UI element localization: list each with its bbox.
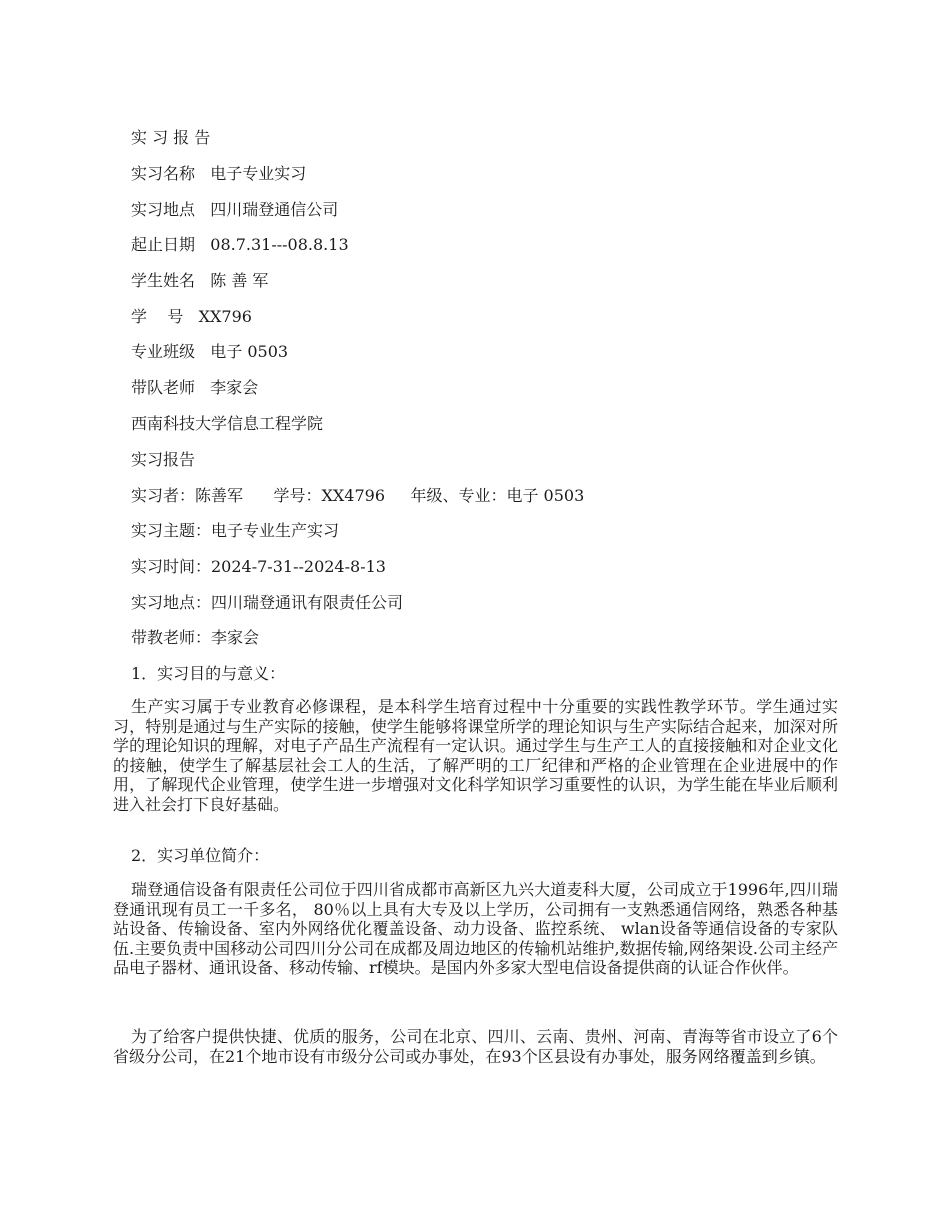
cover-dates: 起止日期 08.7.31---08.8.13 [131,235,349,254]
cover-student-name: 学生姓名 陈 善 军 [131,271,269,290]
section-2-paragraph-2: 为了给客户提供快捷、优质的服务，公司在北京、四川、云南、贵州、河南、青海等省市设立了6个省级分公司，在21个地市设有市级分公司或办事处，在93个区县设有办事处，服务网络覆盖到乡镇。 [113,1027,838,1066]
cover-title: 实 习 报 告 [131,128,211,147]
section-2-heading: 2．实习单位简介： [131,846,270,865]
report-instructor: 带教老师：李家会 [131,628,260,647]
section-2-paragraph-1: 瑞登通信设备有限责任公司位于四川省成都市高新区九兴大道麦科大厦，公司成立于1996年,四川瑞登通讯现有员工一千多名， 80％以上具有大专及以上学历，公司拥有一支熟悉通信网络，熟悉各种基站设备、传输设备、室内外网络优化覆盖设备、动力设备、监控系统、 wlan设备等通信设备的专家队伍.主要负责中国移动公司四川分公司在成都及周边地区的传输机站维护,数据传输,网络架设.公司主经产品电子器材、通讯设备、移动传输、rf模块。是国内外多家大型电信设备提供商的认证合作伙伴。 [113,880,838,978]
cover-class: 专业班级 电子 0503 [131,342,289,361]
cover-internship-name: 实习名称 电子专业实习 [131,164,307,183]
section-1-paragraph: 生产实习属于专业教育必修课程，是本科学生培育过程中十分重要的实践性教学环节。学生通过实习，特别是通过与生产实际的接触，使学生能够将课堂所学的理论知识与生产实际结合起来，加深对所学的理论知识的理解，对电子产品生产流程有一定认识。通过学生与生产工人的直接接触和对企业文化的接触，使学生了解基层社会工人的生活，了解严明的工厂纪律和严格的企业管理在企业进展中的作用，了解现代企业管理，使学生进一步增强对文化科学知识学习重要性的认识，为学生能在毕业后顺利进入社会打下良好基础。 [113,697,838,814]
cover-internship-location: 实习地点 四川瑞登通信公司 [131,200,339,219]
report-info: 实习者：陈善军 学号：XX4796 年级、专业：电子 0503 [131,486,585,505]
report-title: 实习报告 [131,450,196,469]
cover-teacher: 带队老师 李家会 [131,378,259,397]
cover-school: 西南科技大学信息工程学院 [131,414,324,433]
section-1-heading: 1．实习目的与意义： [131,664,286,683]
cover-student-id: 学 号 XX796 [131,307,252,326]
report-time: 实习时间：2024-7-31--2024-8-13 [131,557,386,576]
report-topic: 实习主题：电子专业生产实习 [131,521,340,540]
report-place: 实习地点：四川瑞登通讯有限责任公司 [131,593,404,612]
